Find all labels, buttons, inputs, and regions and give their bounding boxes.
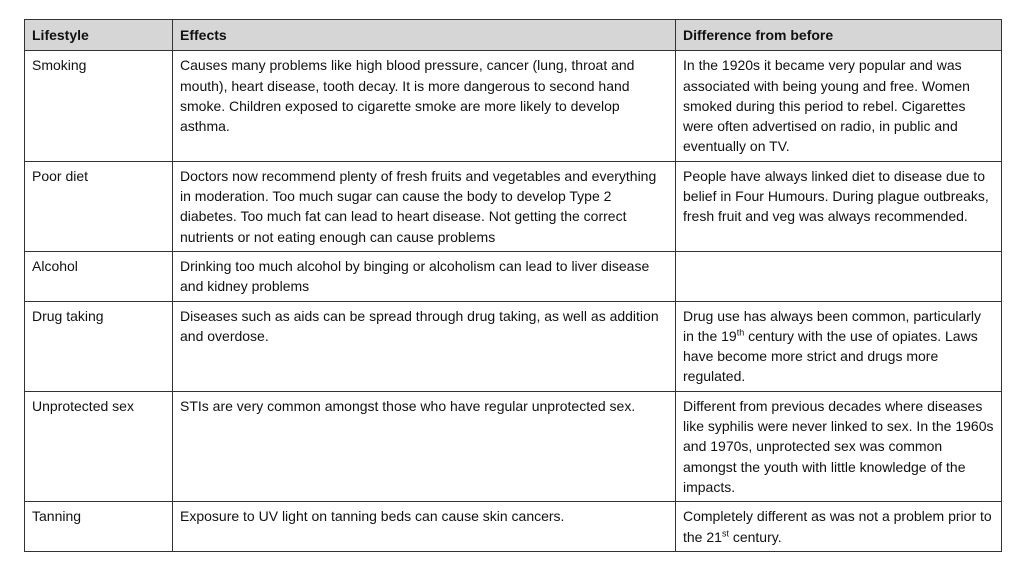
table-row <box>25 161 1002 251</box>
cell-effects: STIs are very common amongst those who have regular unprotected sex. <box>173 391 676 501</box>
cell-effects: Exposure to UV light on tanning beds can cause skin cancers. <box>173 502 676 552</box>
ordinal-suffix: th <box>736 327 745 338</box>
header-lifestyle: Lifestyle <box>25 20 173 51</box>
cell-difference <box>676 502 1002 552</box>
cell-lifestyle: Poor diet <box>25 161 173 251</box>
cell-lifestyle: Tanning <box>25 502 173 552</box>
table-row <box>25 391 1002 501</box>
lifestyle-table-container <box>24 19 1001 552</box>
cell-difference: People have always linked diet to disease due to belief in Four Humours. During plague outbreaks, fresh fruit and veg was always recommended. <box>676 161 1002 251</box>
lifestyle-table <box>24 19 1002 552</box>
header-effects: Effects <box>173 20 676 51</box>
cell-effects: Drinking too much alcohol by binging or alcoholism can lead to liver disease and kidney problems <box>173 251 676 301</box>
table-row <box>25 251 1002 301</box>
header-row <box>25 20 1002 51</box>
difference-text-end: century. <box>728 528 782 545</box>
cell-lifestyle: Smoking <box>25 51 173 161</box>
table-row <box>25 51 1002 161</box>
ordinal-suffix: st <box>721 527 729 538</box>
table-row <box>25 301 1002 391</box>
difference-text-end: century with the use of opiates. Laws have become more strict and drugs more regulated. <box>683 327 978 385</box>
cell-difference <box>676 251 1002 301</box>
cell-difference <box>676 301 1002 391</box>
difference-text-start: Drug use has always been common, particularly in the 19 <box>683 307 982 344</box>
cell-lifestyle: Drug taking <box>25 301 173 391</box>
difference-text-start: Completely different as was not a problem prior to the 21 <box>683 508 992 545</box>
cell-lifestyle: Alcohol <box>25 251 173 301</box>
cell-effects: Diseases such as aids can be spread through drug taking, as well as addition and overdose. <box>173 301 676 391</box>
cell-difference: Different from previous decades where diseases like syphilis were never linked to sex. In the 1960s and 1970s, unprotected sex was common amongst the youth with little knowledge of the impacts. <box>676 391 1002 501</box>
cell-difference: In the 1920s it became very popular and was associated with being young and free. Women smoked during this period to rebel. Cigarettes were often advertised on radio, in public and eventually on TV. <box>676 51 1002 161</box>
header-difference: Difference from before <box>676 20 1002 51</box>
table-row <box>25 502 1002 552</box>
cell-lifestyle: Unprotected sex <box>25 391 173 501</box>
cell-effects: Causes many problems like high blood pressure, cancer (lung, throat and mouth), heart disease, tooth decay. It is more dangerous to second hand smoke. Children exposed to cigarette smoke are more likely to develop asthma. <box>173 51 676 161</box>
cell-effects: Doctors now recommend plenty of fresh fruits and vegetables and everything in moderation. Too much sugar can cause the body to develop Type 2 diabetes. Too much fat can lead to heart disease. Not getting the correct nutrients or not eating enough can cause problems <box>173 161 676 251</box>
